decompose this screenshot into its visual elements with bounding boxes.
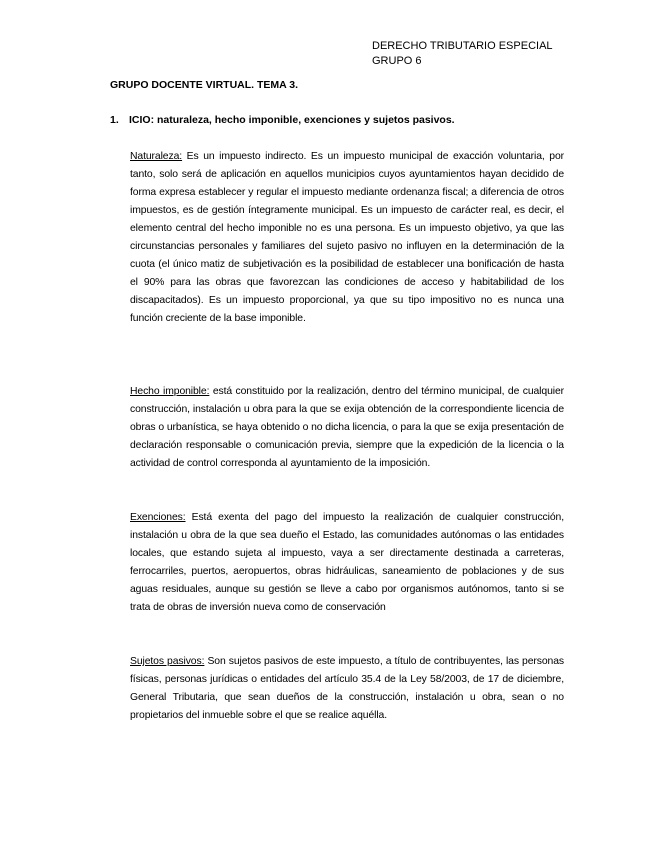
paragraph-label: Sujetos pasivos: xyxy=(130,656,205,667)
header-group: GRUPO 6 xyxy=(372,55,422,67)
section-title: ICIO: naturaleza, hecho imponible, exenciones y sujetos pasivos. xyxy=(129,114,455,126)
paragraph-label: Naturaleza: xyxy=(130,151,183,162)
group-title: GRUPO DOCENTE VIRTUAL. TEMA 3. xyxy=(110,79,299,91)
paragraph-label: Hecho imponible: xyxy=(130,386,210,397)
section-number: 1. xyxy=(110,114,119,126)
paragraph-text: Son sujetos pasivos de este impuesto, a título de contribuyentes, las personas físicas, personas jurídicas o entidades del artículo 35.4 de la Ley 58/2003, de 17 de diciembre, General Tributaria, que sean dueños de la construcción, instalación u obra, sean o no propietarios del inmueble sobre el que se realice aquélla. xyxy=(130,656,564,722)
paragraph-sujetos-pasivos xyxy=(130,653,564,725)
header-course-title: DERECHO TRIBUTARIO ESPECIAL xyxy=(372,40,553,52)
paragraph-label: Exenciones: xyxy=(130,512,186,523)
paragraph-exenciones xyxy=(130,509,564,617)
section-heading xyxy=(110,113,455,128)
document-header xyxy=(372,39,553,69)
paragraph-naturaleza xyxy=(130,148,564,328)
paragraph-text: Es un impuesto indirecto. Es un impuesto municipal de exacción voluntaria, por tanto, solo será de aplicación en aquellos municipios cuyos ayuntamientos hayan decidido de forma expresa establecer y regular el impuesto mediante ordenanza fiscal; a diferencia de otros impuestos, es de gestión íntegramente municipal. Es un impuesto de carácter real, es decir, el elemento central del hecho imponible no es una persona. Es un impuesto objetivo, ya que las circunstancias personales y familiares del sujeto pasivo no influyen en la determinación de la cuota (el único matiz de subjetivación es la posibilidad de establecer una bonificación de hasta el 90% para las obras que favorezcan las condiciones de acceso y habitabilidad de los discapacitados). Es un impuesto proporcional, ya que su tipo impositivo no es nunca una función creciente de la base imponible. xyxy=(130,151,564,325)
paragraph-text: Está exenta del pago del impuesto la realización de cualquier construcción, instalación u obra de la que sea dueño el Estado, las comunidades autónomas o las entidades locales, que estando sujeta al impuesto, vaya a ser directamente destinada a carreteras, ferrocarriles, puertos, aeropuertos, obras hidráulicas, saneamiento de poblaciones y de sus aguas residuales, aunque su gestión se lleve a cabo por organismos autónomos, tanto si se trata de obras de inversión nueva como de conservación xyxy=(130,512,564,614)
paragraph-hecho-imponible xyxy=(130,383,564,473)
paragraph-text: está constituido por la realización, dentro del término municipal, de cualquier construcción, instalación u obra para la que se exija obtención de la correspondiente licencia de obras o urbanística, se haya obtenido o no dicha licencia, o para la que se exija presentación de declaración responsable o comunicación previa, siempre que la expedición de la licencia o la actividad de control corresponda al ayuntamiento de la imposición. xyxy=(130,386,564,470)
